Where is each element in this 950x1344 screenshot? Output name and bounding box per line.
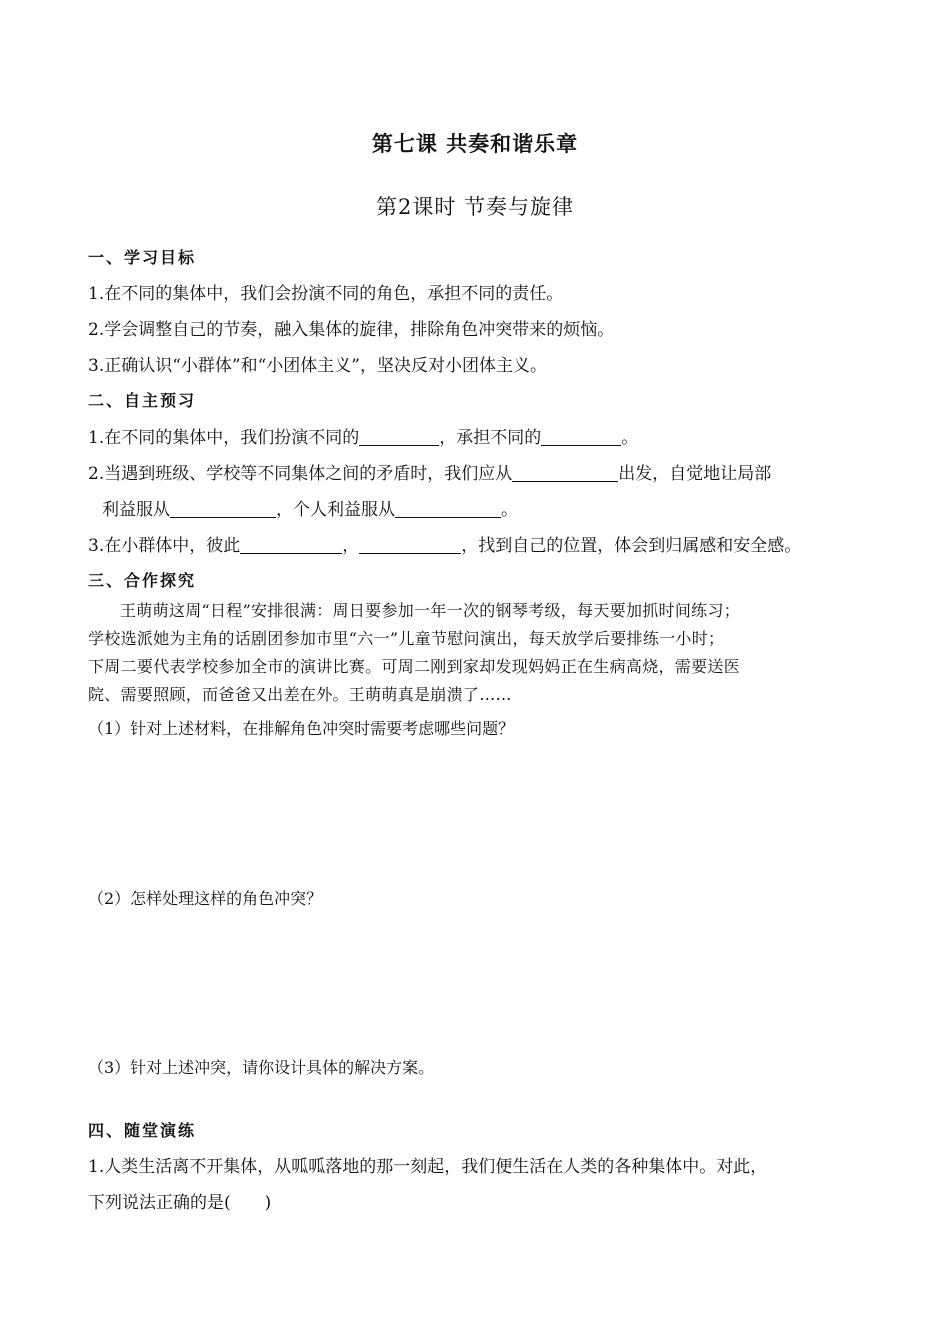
preview-q3-text-c: ，找到自己的位置，体会到归属感和安全感。	[461, 536, 802, 556]
preview-q1-text-b: ，承担不同的	[439, 428, 542, 448]
preview-q3-text-a: 3.在小群体中，彼此	[88, 536, 241, 556]
case-paragraph	[88, 597, 870, 709]
preview-q2-text-a: 2.当遇到班级、学校等不同集体之间的矛盾时，我们应从	[88, 464, 513, 484]
preview-q1-text-c: 。	[621, 428, 639, 448]
case-line: 下周二要代表学校参加全市的演讲比赛。可周二刚到家却发现妈妈正在生病高烧，需要送医	[88, 657, 741, 676]
section-heading-preview: 二、自主预习	[88, 391, 197, 410]
explore-question-3: （3）针对上述冲突，请你设计具体的解决方案。	[88, 1058, 435, 1077]
lesson-subtitle: 第2课时 节奏与旋律	[375, 195, 575, 219]
preview-question-2-cont	[102, 495, 518, 520]
fill-blank[interactable]	[395, 499, 501, 518]
fill-blank[interactable]	[170, 499, 276, 518]
preview-q2-text-b: 出发，自觉地让局部	[618, 464, 772, 484]
goal-item-3: 3.正确认识“小群体”和“小团体主义”，坚决反对小团体主义。	[88, 356, 547, 376]
preview-q2b-text-b: ，个人利益服从	[276, 500, 395, 520]
preview-q2b-text-a: 利益服从	[102, 500, 170, 520]
case-line: 王萌萌这周“日程”安排很满：周日要参加一年一次的钢琴考级，每天要加抓时间练习；	[120, 601, 741, 620]
fill-blank[interactable]	[240, 535, 342, 554]
practice-question-1: 1.人类生活离不开集体，从呱呱落地的那一刻起，我们便生活在人类的各种集体中。对此，	[88, 1157, 768, 1177]
practice-question-1-cont: 下列说法正确的是( )	[88, 1193, 272, 1213]
preview-question-3	[88, 531, 801, 556]
case-line: 学校选派她为主角的话剧团参加市里“六一”儿童节慰问演出，每天放学后要排练一小时；	[88, 629, 725, 648]
section-heading-explore: 三、合作探究	[88, 571, 197, 590]
section-heading-practice: 四、随堂演练	[88, 1121, 197, 1140]
explore-question-2: （2）怎样处理这样的角色冲突？	[88, 889, 323, 908]
preview-q2b-text-c: 。	[501, 500, 518, 520]
explore-question-1: （1）针对上述材料，在排解角色冲突时需要考虑哪些问题？	[88, 719, 515, 738]
goal-item-1: 1.在不同的集体中，我们会扮演不同的角色，承担不同的责任。	[88, 284, 564, 304]
fill-blank[interactable]	[541, 427, 621, 446]
preview-q3-text-b: ，	[342, 536, 360, 556]
fill-blank[interactable]	[359, 535, 461, 554]
fill-blank[interactable]	[359, 427, 439, 446]
preview-question-2	[88, 459, 771, 484]
fill-blank[interactable]	[512, 463, 618, 482]
preview-question-1	[88, 423, 638, 448]
case-line: 院、需要照顾，而爸爸又出差在外。王萌萌真是崩溃了……	[88, 685, 512, 704]
preview-q1-text-a: 1.在不同的集体中，我们扮演不同的	[88, 428, 360, 448]
goal-item-2: 2.学会调整自己的节奏，融入集体的旋律，排除角色冲突带来的烦恼。	[88, 320, 615, 340]
lesson-title: 第七课 共奏和谐乐章	[371, 131, 579, 156]
section-heading-goals: 一、学习目标	[88, 248, 197, 267]
